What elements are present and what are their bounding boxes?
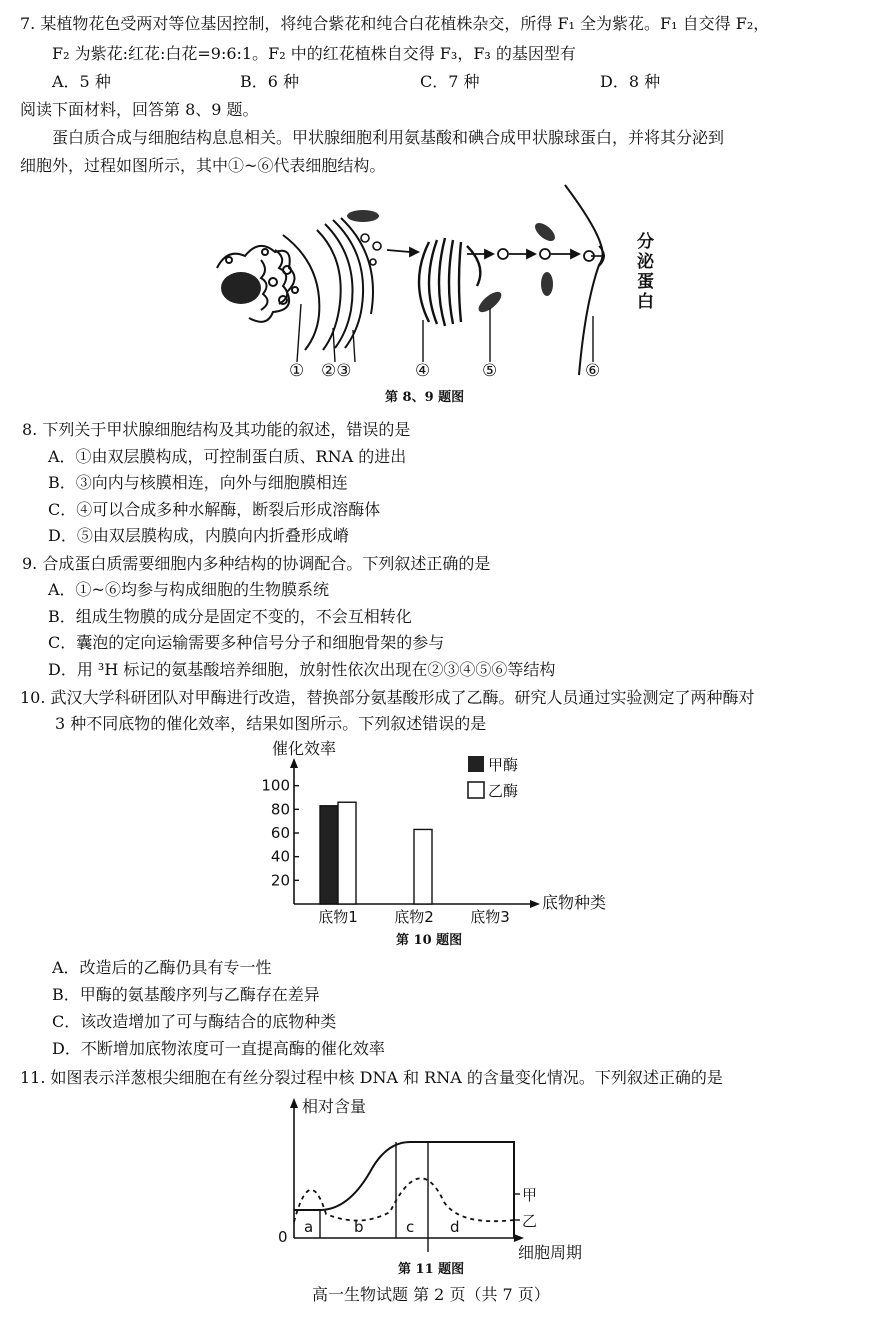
q9-option-a: A．①~⑥均参与构成细胞的生物膜系统 bbox=[48, 580, 329, 599]
mitochondrion-right-top bbox=[532, 220, 558, 245]
nuclear-envelope bbox=[283, 235, 319, 350]
q10-option-c: C．该改造增加了可与酶结合的底物种类 bbox=[52, 1012, 337, 1031]
x-category-label: 底物3 bbox=[470, 908, 510, 926]
q9-option-c: C．囊泡的定向运输需要多种信号分子和细胞骨架的参与 bbox=[48, 633, 445, 652]
phase-d: d bbox=[450, 1218, 460, 1236]
phase-a: a bbox=[304, 1218, 314, 1236]
svg-text:蛋: 蛋 bbox=[637, 272, 654, 292]
mitochondrion-top bbox=[347, 210, 379, 222]
curve-label-jia: 甲 bbox=[522, 1186, 538, 1204]
legend-swatch-jia bbox=[468, 756, 484, 772]
fig89-caption: 第 8、9 题图 bbox=[385, 390, 465, 405]
q11-ylabel: 相对含量 bbox=[302, 1097, 367, 1116]
legend-swatch-yi bbox=[468, 782, 484, 798]
cell-membrane bbox=[565, 185, 603, 375]
mitochondrion-right-bottom bbox=[541, 272, 553, 296]
reading-para-line2: 细胞外，过程如图所示，其中①~⑥代表细胞结构。 bbox=[20, 156, 386, 175]
enzyme-bar-chart bbox=[262, 738, 622, 928]
marker-2-3: ②③ bbox=[321, 361, 352, 381]
phase-c: c bbox=[406, 1218, 415, 1236]
marker-4: ④ bbox=[415, 361, 431, 381]
y-tick-label: 40 bbox=[270, 847, 290, 866]
q8-stem: 8. 下列关于甲状腺细胞结构及其功能的叙述，错误的是 bbox=[22, 420, 411, 439]
bar-jia-1 bbox=[320, 806, 338, 904]
curve-yi-rna bbox=[294, 1178, 514, 1222]
y-tick-label: 20 bbox=[270, 871, 290, 890]
q9-option-d: D．用 ³H 标记的氨基酸培养细胞，放射性依次出现在②③④⑤⑥等结构 bbox=[48, 660, 556, 679]
y-tick-label: 100 bbox=[261, 776, 290, 795]
q10-option-a: A．改造后的乙酶仍具有专一性 bbox=[52, 958, 272, 977]
x-category-label: 底物1 bbox=[318, 908, 358, 926]
secretion-diagram bbox=[205, 180, 675, 380]
marker-6: ⑥ bbox=[585, 361, 601, 381]
y-tick-label: 80 bbox=[270, 800, 290, 819]
q9-option-b: B．组成生物膜的成分是固定不变的，不会互相转化 bbox=[48, 607, 412, 626]
fig10-caption: 第 10 题图 bbox=[396, 933, 463, 948]
marker-5: ⑤ bbox=[482, 361, 498, 381]
q7-stem-line2: F₂ 为紫花:红花:白花=9:6:1。F₂ 中的红花植株自交得 F₃，F₃ 的基因型有 bbox=[52, 44, 576, 63]
er-sheet-2 bbox=[317, 230, 341, 350]
secretion-label bbox=[637, 231, 655, 312]
golgi-apparatus bbox=[419, 238, 480, 326]
dna-rna-curve bbox=[270, 1092, 630, 1262]
bar-yi-2 bbox=[414, 829, 432, 904]
q8-option-d: D．⑤由双层膜构成，内膜向内折叠形成嵴 bbox=[48, 526, 349, 545]
curve-jia-dna bbox=[294, 1142, 514, 1238]
reading-para-line1: 蛋白质合成与细胞结构息息相关。甲状腺细胞利用氨基酸和碘合成甲状腺球蛋白，并将其分泌到 bbox=[52, 128, 725, 147]
svg-text:白: 白 bbox=[637, 292, 654, 312]
legend-label-jia: 甲酶 bbox=[488, 756, 519, 774]
er-sheet-3 bbox=[325, 224, 353, 348]
bar-yi-1 bbox=[338, 802, 356, 904]
svg-text:分: 分 bbox=[637, 232, 654, 252]
q7-option-b: B．6 种 bbox=[240, 72, 300, 91]
phase-b: b bbox=[354, 1218, 364, 1236]
marker-1: ① bbox=[289, 361, 305, 381]
q7-option-c: C．7 种 bbox=[420, 72, 480, 91]
x-category-label: 底物2 bbox=[394, 908, 434, 926]
legend-label-yi: 乙酶 bbox=[488, 782, 519, 800]
q11-stem: 11. 如图表示洋葱根尖细胞在有丝分裂过程中核 DNA 和 RNA 的含量变化情况。下列叙述正确的是 bbox=[20, 1068, 723, 1087]
q7-option-a: A．5 种 bbox=[52, 72, 111, 91]
curve-label-yi: 乙 bbox=[522, 1212, 538, 1230]
chart-ylabel: 催化效率 bbox=[272, 739, 337, 758]
q7-stem-line1: 7. 某植物花色受两对等位基因控制，将纯合紫花和纯合白花植株杂交，所得 F₁ 全为紫花。F₁ 自交得 F₂， bbox=[20, 14, 770, 33]
reading-intro: 阅读下面材料，回答第 8、9 题。 bbox=[20, 100, 259, 119]
q10-stem-line1: 10. 武汉大学科研团队对甲酶进行改造，替换部分氨基酸形成了乙酶。研究人员通过实验测定了两种酶对 bbox=[20, 688, 755, 707]
q7-option-d: D．8 种 bbox=[600, 72, 661, 91]
q11-origin: 0 bbox=[278, 1228, 288, 1246]
q9-stem: 9. 合成蛋白质需要细胞内多种结构的协调配合。下列叙述正确的是 bbox=[22, 554, 491, 573]
svg-text:泌: 泌 bbox=[637, 252, 654, 272]
q10-stem-line2: 3 种不同底物的催化效率，结果如图所示。下列叙述错误的是 bbox=[55, 714, 487, 733]
chart-legend bbox=[468, 756, 518, 800]
q10-option-d: D．不断增加底物浓度可一直提高酶的催化效率 bbox=[52, 1039, 385, 1058]
fig11-caption: 第 11 题图 bbox=[398, 1262, 465, 1277]
y-tick-label: 60 bbox=[270, 824, 290, 842]
nucleus bbox=[221, 272, 261, 304]
q11-xlabel: 细胞周期 bbox=[518, 1243, 583, 1262]
q8-option-a: A．①由双层膜构成，可控制蛋白质、RNA 的进出 bbox=[48, 447, 407, 466]
page-footer: 高一生物试题 第 2 页（共 7 页） bbox=[312, 1285, 550, 1304]
q10-option-b: B．甲酶的氨基酸序列与乙酶存在差异 bbox=[52, 985, 320, 1004]
q8-option-c: C．④可以合成多种水解酶，断裂后形成溶酶体 bbox=[48, 500, 381, 519]
q8-option-b: B．③向内与核膜相连，向外与细胞膜相连 bbox=[48, 473, 348, 492]
chart-xlabel: 底物种类 bbox=[542, 893, 607, 912]
